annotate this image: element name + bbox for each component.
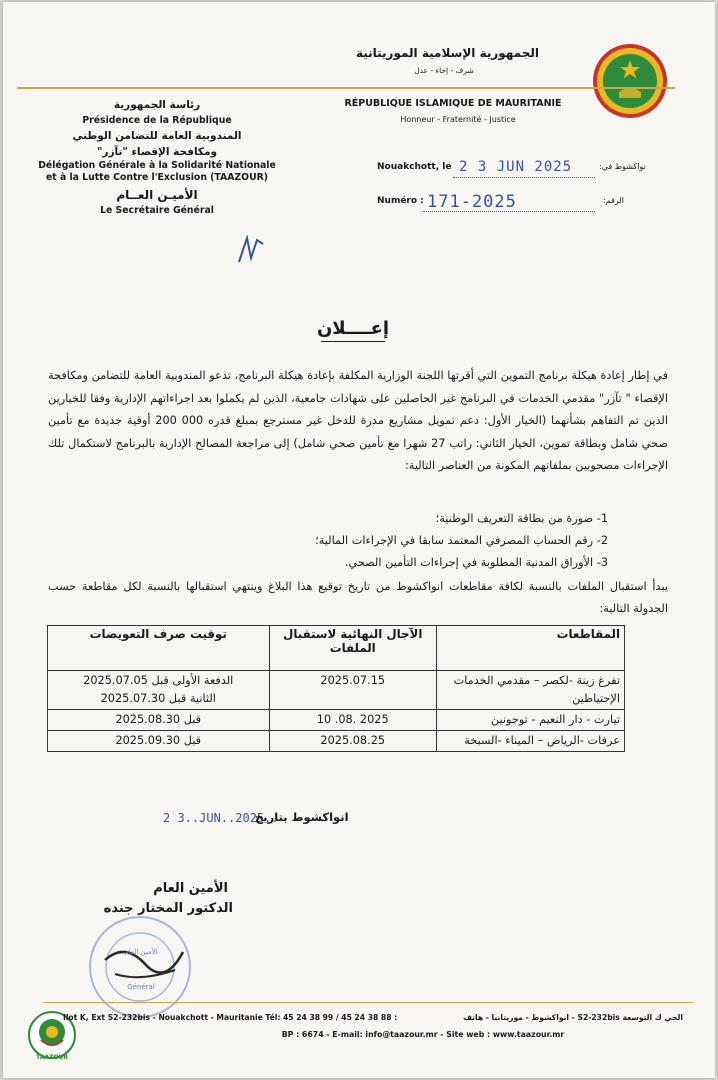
number-label-french: Numéro :	[377, 196, 424, 206]
table-cell: 2025.08.25	[269, 731, 436, 752]
closing-date-stamp: 2 3..JUN..2025..	[163, 811, 279, 825]
list-item: 2- رقم الحساب المصرفي المعتمد سابقا في الإجراءات المالية؛	[315, 534, 608, 547]
table-cell: تفرغ زينة -لكصر – مقدمي الخدمات الإحتياطين	[436, 671, 624, 710]
table-cell: قبل 2025.08.30	[48, 710, 270, 731]
delegation-french-line2: et à la Lutte Contre l'Exclusion (TAAZOUR)	[45, 172, 269, 183]
list-item: 3- الأوراق المدنية المطلوبة في إجراءات التأمين الصحي.	[344, 556, 608, 569]
table-cell: 2025 .08. 10	[269, 710, 436, 731]
reference-number: 171-2025	[427, 192, 517, 212]
issuer-block	[21, 97, 293, 218]
motto-arabic: شرف - إخاء - عدل	[414, 66, 474, 75]
delegation-arabic-line1: المندوبية العامة للتضامن الوطني	[72, 130, 242, 142]
footer-address-french: Ilot K, Ext S2-232bis - Nouakchott - Mauritanie Tél: 45 24 38 99 / 45 24 38 88 :	[63, 1013, 398, 1022]
initials-signature-icon	[235, 234, 267, 266]
national-emblem-icon	[591, 42, 669, 120]
table-cell: الدفعة الأولى قبل 2025.07.05 الثانية قبل 2025.07.30	[48, 671, 270, 710]
closing-date-prefix: انواكشوط بتاريخ	[255, 810, 349, 824]
country-name-arabic: الجمهورية الإسلامية الموريتانية	[355, 46, 540, 60]
footer-address-arabic: الحي ك التوسعة S2-232bis - انواكشوط - موريتانيا - هاتف	[463, 1013, 683, 1022]
reception-paragraph: يبدأ استقبال الملفات بالنسبة لكافة مقاطعات انواكشوط من تاريخ توقيع هذا البلاغ وينتهي استقبالها بالنسبة لكل مقاطعة حسب الجدولة التالية:	[48, 580, 668, 615]
delegation-arabic-line2: ومكافحة الإقصاء "تآزر"	[96, 146, 218, 158]
number-underline	[423, 211, 595, 212]
number-label-arabic: الرقم:	[603, 196, 624, 205]
footer-rule	[43, 1002, 693, 1003]
notice-title: إعــــلان	[316, 318, 390, 339]
place-label-french: Nouakchott, le	[377, 162, 452, 172]
table-cell: عرفات -الرياض – الميناء -السبخة	[436, 731, 624, 752]
presidency-arabic: رئاسة الجمهورية	[113, 99, 201, 111]
signatory-title: الأمين العام	[153, 881, 228, 896]
place-label-arabic: نواكشوط في:	[599, 162, 646, 171]
footer-address	[63, 1013, 683, 1022]
document-page	[3, 2, 715, 1078]
secretary-general-arabic: الأميـن العــام	[116, 188, 198, 202]
header-rule	[17, 87, 675, 89]
delegation-french-line1: Délégation Générale à la Solidarité Nationale	[38, 160, 276, 171]
signatory-name: الدكتور المختار جنده	[103, 901, 233, 916]
column-header-deadline: الآجال النهائية لاستقبال الملفات	[269, 626, 436, 671]
stamp-inner-text: الأمين العام	[124, 948, 158, 956]
official-stamp-icon	[85, 912, 195, 1022]
title-underline	[321, 341, 385, 342]
table-cell: تيارت - دار النعيم - توجونين	[436, 710, 624, 731]
column-header-payment: توقيت صرف التعويضات	[48, 626, 270, 671]
secretary-general-french: Le Secrétaire Général	[100, 205, 214, 216]
required-documents-list	[48, 508, 608, 574]
presidency-french: Présidence de la République	[82, 115, 232, 126]
stamp-sub-text: Général	[127, 983, 155, 991]
country-name-french: RÉPUBLIQUE ISLAMIQUE DE MAURITANIE	[344, 98, 562, 109]
table-row	[48, 731, 625, 752]
column-header-district: المقاطعات	[436, 626, 624, 671]
table-cell: قبل 2025.09.30	[48, 731, 270, 752]
taazour-logo-label: TAAZOUR	[36, 1054, 68, 1061]
date-underline	[453, 177, 595, 178]
table-row	[48, 710, 625, 731]
footer-contact: BP : 6674 - E-mail: info@taazour.mr - Site web : www.taazour.mr	[281, 1030, 565, 1039]
date-stamp: 2 3 JUN 2025	[459, 159, 573, 175]
list-item: 1- صورة من بطاقة التعريف الوطنية؛	[435, 512, 608, 525]
table-header-row	[48, 626, 625, 671]
notice-paragraph: في إطار إعادة هيكلة برنامج التموين التي أقرتها اللجنة الوزارية المكلفة بإعادة هيكلة البرنامج، تدعو المندوبية العامة للتضامن ومكافحة الإقصاء " تآزر" مقدمي الخدمات في البرنامج غير الحاصلين على شهادات جامعية، الذين لم يكملوا بعد اجراءاتهم الإدارية وفقا للخيارين الذين تم التفاهم بشأنهما (الخيار الأول: دعم تمويل مشاريع مدرة للدخل غير مسترجع بمبلغ قدره 000 200 أوقية جديدة مع تأمين صحي شامل وبطاقة تموين، الخيار الثاني: راتب 27 شهرا مع تأمين صحي شامل) إلى مراجعة المصالح الإدارية بالبرنامج لاستكمال تلك الإجراءات مصحوبين بملفاتهم المكونة من العناصر التالية:	[48, 369, 668, 472]
motto-french: Honneur - Fraternité - Justice	[400, 115, 516, 124]
table-row	[48, 671, 625, 710]
table-cell: 2025.07.15	[269, 671, 436, 710]
schedule-table	[47, 625, 625, 752]
